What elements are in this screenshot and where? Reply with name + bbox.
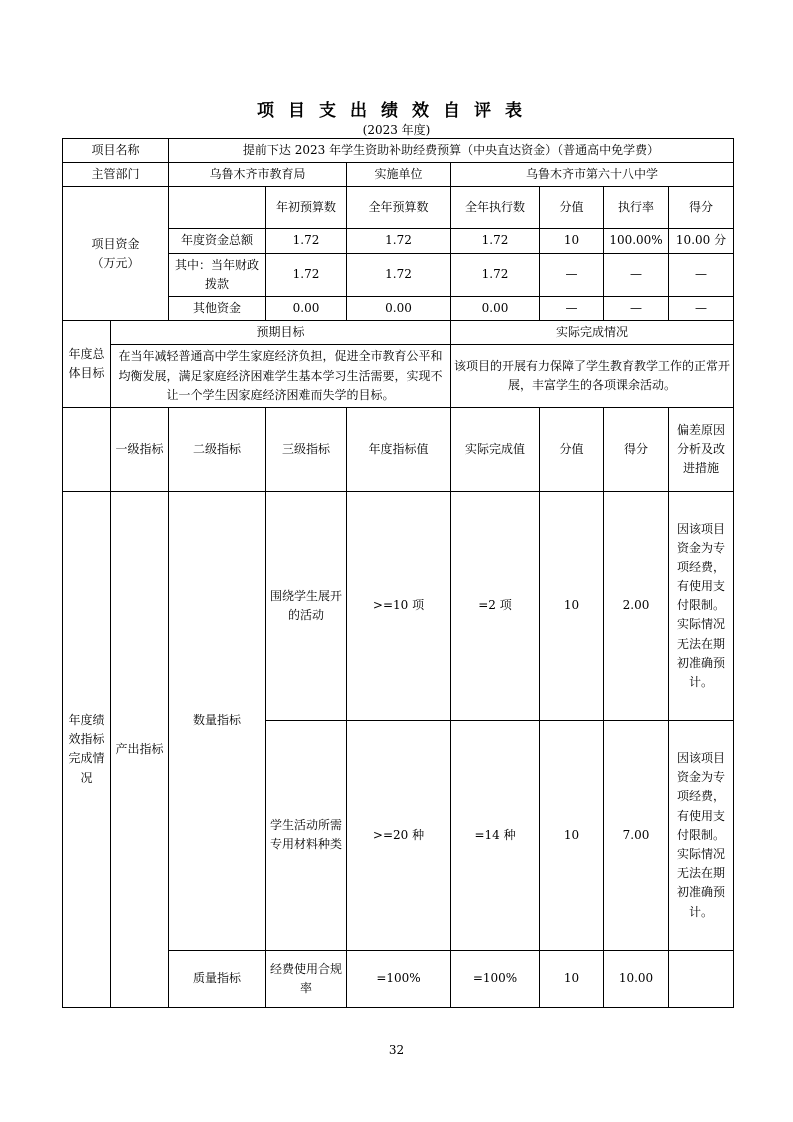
- funds-row-name: 其他资金: [169, 296, 266, 320]
- project-name: 提前下达 2023 年学生资助补助经费预算（中央直达资金）（普通高中免学费）: [169, 139, 734, 163]
- indicator-header: 二级指标: [169, 407, 266, 491]
- indicator-section-label: 年度绩效指标完成情况: [63, 491, 111, 1007]
- goal-label: 年度总体目标: [63, 321, 111, 408]
- funds-cell: —: [669, 296, 734, 320]
- level3-indicator: 学生活动所需专用材料种类: [266, 720, 347, 950]
- funds-label: 项目资金 （万元）: [63, 187, 169, 321]
- page-title: 项目支出绩效自评表: [257, 101, 536, 121]
- dept-label: 主管部门: [63, 163, 169, 187]
- funds-cell: 1.72: [451, 253, 540, 296]
- funds-cell: 0.00: [266, 296, 347, 320]
- funds-cell: 100.00%: [604, 229, 669, 253]
- target-value: =100%: [347, 950, 451, 1007]
- report-year: (2023 年度): [362, 123, 431, 137]
- got-value: 7.00: [604, 720, 669, 950]
- level3-indicator: 围绕学生展开的活动: [266, 491, 347, 720]
- project-name-label: 项目名称: [63, 139, 169, 163]
- level1-indicator: 产出指标: [111, 491, 169, 1007]
- deviation-reason: [669, 950, 734, 1007]
- dept: 乌鲁木齐市教育局: [169, 163, 347, 187]
- got-value: 10.00: [604, 950, 669, 1007]
- funds-row-name: 年度资金总额: [169, 229, 266, 253]
- funds-header: 得分: [669, 187, 734, 229]
- indicator-header-empty: [63, 407, 111, 491]
- evaluation-table: [62, 138, 734, 1008]
- actual-goal-header: 实际完成情况: [451, 321, 734, 345]
- funds-header: 全年执行数: [451, 187, 540, 229]
- indicator-header: 得分: [604, 407, 669, 491]
- funds-empty-header: [169, 187, 266, 229]
- deviation-reason: 因该项目资金为专项经费，有使用支付限制。实际情况无法在期初准确预计。: [669, 720, 734, 950]
- target-value: >=20 种: [347, 720, 451, 950]
- got-value: 2.00: [604, 491, 669, 720]
- funds-cell: —: [604, 296, 669, 320]
- funds-header: 分值: [540, 187, 604, 229]
- indicator-header: 分值: [540, 407, 604, 491]
- funds-cell: 10: [540, 229, 604, 253]
- score-value: 10: [540, 491, 604, 720]
- funds-cell: 1.72: [347, 253, 451, 296]
- funds-header: 执行率: [604, 187, 669, 229]
- actual-goal-text: 该项目的开展有力保障了学生教育教学工作的正常开展，丰富学生的各项课余活动。: [451, 345, 734, 408]
- funds-cell: 0.00: [347, 296, 451, 320]
- funds-cell: 0.00: [451, 296, 540, 320]
- expected-goal-text: 在当年减轻普通高中学生家庭经济负担，促进全市教育公平和均衡发展，满足家庭经济困难学生基本学习生活需要，实现不让一个学生因家庭经济困难而失学的目标。: [111, 345, 451, 408]
- deviation-reason: 因该项目资金为专项经费，有使用支付限制。实际情况无法在期初准确预计。: [669, 491, 734, 720]
- funds-cell: —: [540, 253, 604, 296]
- page-number: 32: [388, 1043, 405, 1057]
- level2-indicator: 数量指标: [169, 491, 266, 950]
- funds-header: 年初预算数: [266, 187, 347, 229]
- score-value: 10: [540, 720, 604, 950]
- funds-cell: 10.00 分: [669, 229, 734, 253]
- actual-value: =100%: [451, 950, 540, 1007]
- funds-cell: 1.72: [347, 229, 451, 253]
- indicator-header: 年度指标值: [347, 407, 451, 491]
- actual-value: =14 种: [451, 720, 540, 950]
- funds-row-name: 其中：当年财政拨款: [169, 253, 266, 296]
- target-value: >=10 项: [347, 491, 451, 720]
- funds-cell: 1.72: [266, 253, 347, 296]
- funds-cell: 1.72: [451, 229, 540, 253]
- indicator-header: 实际完成值: [451, 407, 540, 491]
- funds-cell: —: [604, 253, 669, 296]
- indicator-header: 三级指标: [266, 407, 347, 491]
- expected-goal-header: 预期目标: [111, 321, 451, 345]
- impl: 乌鲁木齐市第六十八中学: [451, 163, 734, 187]
- impl-label: 实施单位: [347, 163, 451, 187]
- funds-header: 全年预算数: [347, 187, 451, 229]
- level3-indicator: 经费使用合规率: [266, 950, 347, 1007]
- level2-indicator: 质量指标: [169, 950, 266, 1007]
- funds-cell: —: [540, 296, 604, 320]
- indicator-header: 偏差原因分析及改进措施: [669, 407, 734, 491]
- funds-cell: 1.72: [266, 229, 347, 253]
- indicator-header: 一级指标: [111, 407, 169, 491]
- funds-cell: —: [669, 253, 734, 296]
- score-value: 10: [540, 950, 604, 1007]
- actual-value: =2 项: [451, 491, 540, 720]
